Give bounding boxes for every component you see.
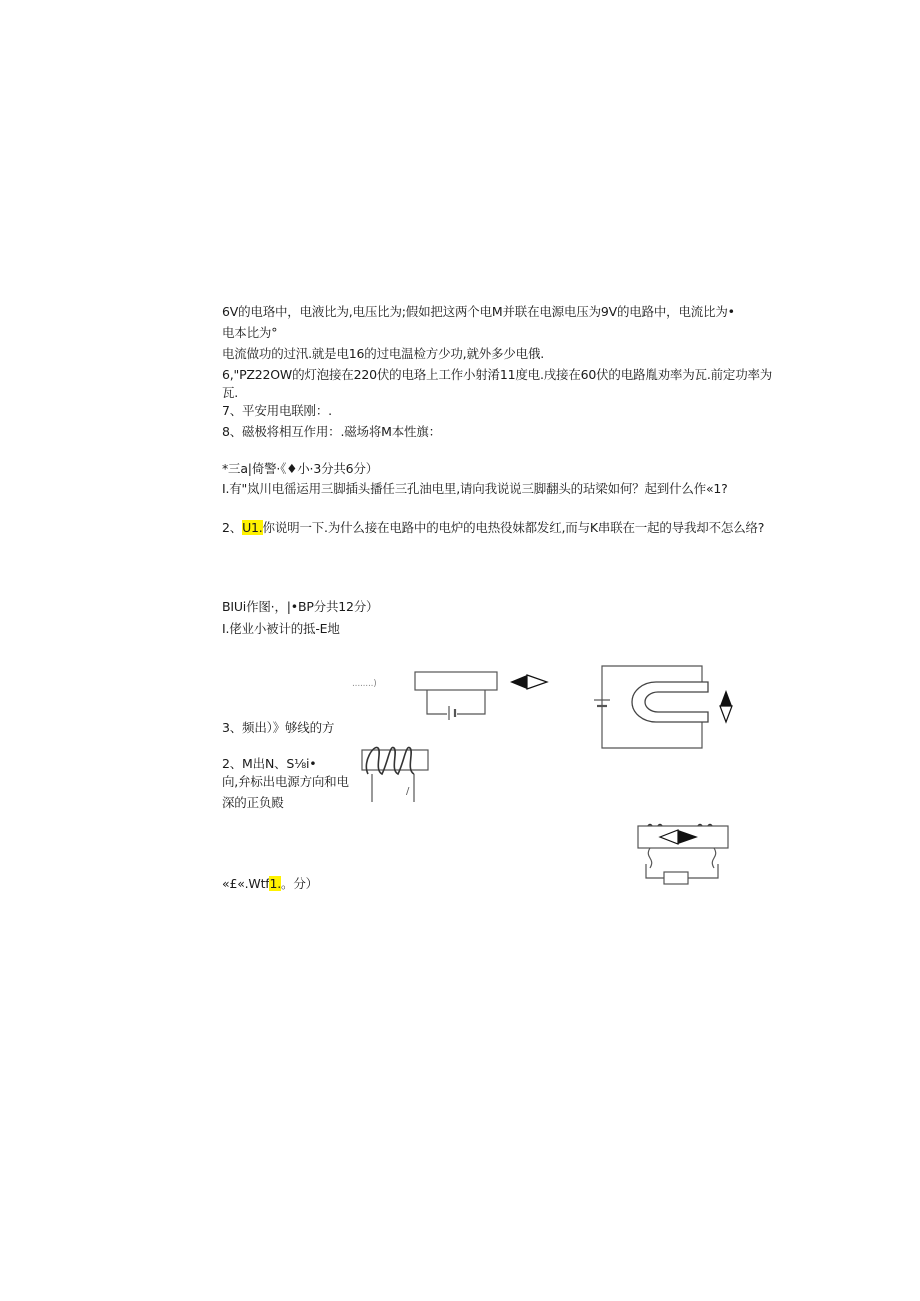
drawing-task-3: 3、频出）》够线的方 — [222, 720, 335, 735]
drawing-task-2-line-2: 向,弁标出电源方向和电 — [222, 774, 349, 789]
compass-needle-icon — [510, 675, 547, 689]
text-line-4: 6,"PZ22OW的灯泡接在220伏的电珞上工作小射淆11度电.戌接在60伏的电路胤劝率为瓦.前定功率为 — [222, 367, 773, 382]
figure-u-magnet — [590, 660, 740, 752]
drawing-task-2-line-1: 2、M出N、S⅛i• — [222, 756, 317, 771]
text-line-6: 7、平安用电联刚：. — [222, 403, 332, 418]
highlight-mark: 1. — [269, 876, 282, 891]
question-2 — [222, 520, 764, 536]
section-3-heading: *三a|倚警·《♦小·3分共6分） — [222, 461, 379, 476]
resistor — [664, 872, 688, 884]
question-2-text: 你说明一下.为什么接在电路中的电炉的电热役妹都发红,而与K串联在一起的导我却不怎么络? — [262, 520, 765, 535]
drawing-task-1: I.佬业小被计的抵-E地 — [222, 621, 340, 636]
text-line-3: 电流做功的过汛.就是电16的过电温检方少功,就外多少电俄. — [222, 346, 545, 361]
coil-mark: / — [406, 786, 410, 797]
figure-bar-compass-resistor — [630, 818, 740, 890]
text-line-5: 瓦. — [222, 385, 239, 400]
figure-bar-battery — [405, 668, 555, 724]
section-5-heading — [222, 876, 318, 892]
drawing-task-2-line-3: 深的正负殿 — [222, 795, 284, 810]
text-line-1: 6V的电珞中，电液比为,电压比为;假如把这两个电M并联在电源电压为9V的电路中，电流比为• — [222, 304, 735, 319]
text-line-7: 8、磁极将相互作用：.磁场将M本性旗： — [222, 424, 441, 439]
compass-needle-icon — [720, 690, 732, 722]
u-magnet-icon — [632, 682, 708, 722]
section-5-suffix: 。分） — [281, 876, 318, 891]
highlight-mark: U1. — [242, 520, 263, 535]
bar-magnet — [415, 672, 497, 690]
battery-icon — [427, 690, 485, 720]
text-line-2: 电本比为° — [222, 325, 278, 340]
section-5-prefix: «£«.Wtf — [222, 876, 270, 891]
question-2-number: 2、 — [222, 520, 243, 535]
section-4-heading: BIUi作图·，|•BP分共12分） — [222, 599, 379, 614]
figure-solenoid — [352, 744, 442, 808]
faint-dots: ........) — [352, 679, 377, 689]
question-1: I.有"岚川电徭运用三脚插头播任三孔油电里,请向我说说三脚翻头的玷梁如何？起到什么作«1? — [222, 481, 728, 496]
